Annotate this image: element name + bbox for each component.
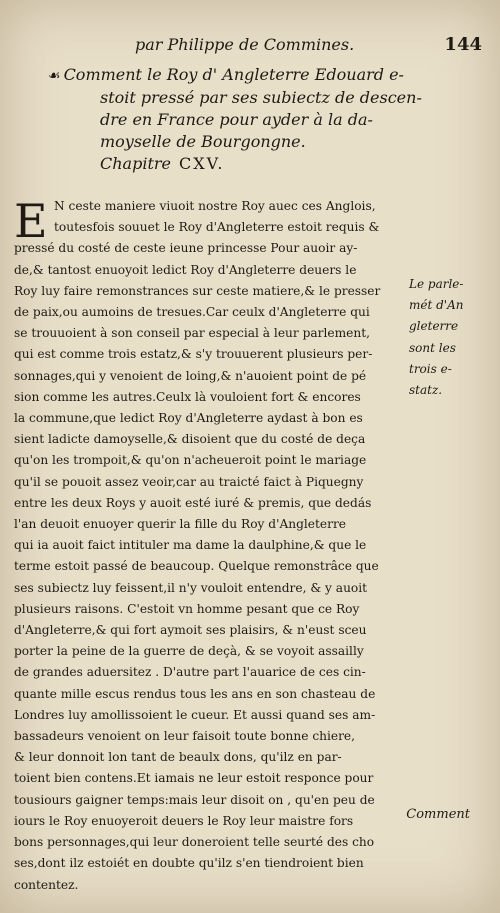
marginal-note-line: sont les (409, 340, 456, 355)
chapter-title-line: moyselle de Bourgongne. (100, 132, 306, 151)
text-line: de grandes aduersitez . D'autre part l'auarice de ces cin- (14, 665, 366, 680)
text-line: toutesfois souuet le Roy d'Angleterre estoit requis & (54, 220, 380, 235)
marginal-note-line: statz. (409, 383, 443, 398)
text-line: de,& tantost enuoyoit ledict Roy d'Angleterre deuers le (14, 262, 357, 277)
text-line: quante mille escus rendus tous les ans en son chasteau de (14, 686, 376, 701)
text-line: N ceste maniere viuoit nostre Roy auec ces Anglois, (54, 199, 376, 213)
text-line: qu'on les trompoit,& qu'on n'acheueroit point le mariage (14, 453, 367, 468)
marginal-note-line: gleterre (409, 319, 459, 334)
text-line: Roy luy faire remonstrances sur ceste matiere,& le presser (14, 283, 381, 298)
text-line: contentez. (14, 877, 79, 892)
text-line: & leur donnoit lon tant de beaulx dons, qu'ilz en par- (14, 750, 342, 765)
text-line: d'Angleterre,& qui fort aymoit ses plaisirs, & n'eust sceu (14, 623, 367, 638)
text-line: terme estoit passé de beaucoup. Quelque remonstrâce que (14, 559, 379, 574)
text-line: l'an deuoit enuoyer querir la fille du Roy d'Angleterre (14, 517, 346, 532)
chapter-title-line: ☙ Comment le Roy d' Angleterre Edouard e- (48, 65, 404, 84)
text-line: entre les deux Roys y auoit esté iuré & premis, que dedás (14, 495, 372, 510)
chapter-title-line: dre en France pour ayder à la da- (100, 110, 373, 129)
text-line: sient ladicte damoyselle,& disoient que du costé de deça (14, 432, 366, 447)
page-header (135, 34, 482, 58)
text-line: qui ia auoit faict intituler ma dame la daulphine,& que le (14, 538, 367, 553)
chapter-title-line: stoit pressé par ses subiectz de descen- (100, 88, 422, 107)
text-line: pressé du costé de ceste ieune princesse Pour auoir ay- (14, 241, 358, 256)
text-line: toient bien contens.Et iamais ne leur estoit responce pour (14, 771, 374, 786)
page-number: 144 (444, 34, 482, 55)
text-line: bassadeurs venoient on leur faisoit toute bonne chiere, (14, 729, 356, 744)
text-line: de paix,ou aumoins de tresues.Car ceulx d'Angleterre qui (14, 305, 370, 320)
marginal-note-line: mét d'An (409, 298, 464, 313)
text-line: bons personnages,qui leur doneroient telle seurté des cho (14, 835, 375, 850)
drop-capital: E (14, 194, 48, 248)
text-line: qu'il se pouoit assez veoir,car au traicté faict à Piquegny (14, 474, 364, 489)
text-line: Londres luy amollissoient le cueur. Et aussi quand ses am- (14, 707, 376, 722)
body-text (14, 196, 409, 896)
chapter-heading (48, 64, 422, 175)
text-line: sion comme les autres.Ceulx là vouloient fort & encores (14, 389, 361, 404)
running-head: par Philippe de Commines. (135, 35, 355, 54)
chapitre-number: CXV. (179, 154, 225, 173)
catchword: Comment (406, 807, 470, 822)
text-line: plusieurs raisons. C'estoit vn homme pesant que ce Roy (14, 601, 360, 616)
marginal-note-line: trois e- (409, 361, 452, 376)
marginal-note (409, 274, 494, 401)
text-line: sonnages,qui y venoient de loing,& n'auoient point de pé (14, 368, 367, 383)
text-line: iours le Roy enuoyeroit deuers le Roy leur maistre fors (14, 813, 354, 828)
fleuron-icon: ☙ (48, 68, 61, 84)
text-line: ses subiectz luy feissent,il n'y vouloit entendre, & y auoit (14, 580, 368, 595)
marginal-note-line: Le parle- (409, 277, 464, 291)
text-line: porter la peine de la guerre de deçà, & se voyoit assailly (14, 644, 364, 659)
text-line: se trouuoient à son conseil par especial à leur parlement, (14, 326, 370, 341)
text-line: tousiours gaigner temps:mais leur disoit on , qu'en peu de (14, 792, 375, 807)
chapitre-label: Chapitre (100, 154, 171, 173)
text-line: ses,dont ilz estoiét en doubte qu'ilz s'en tiendroient bien (14, 856, 364, 871)
text-line: la commune,que ledict Roy d'Angleterre aydast à bon es (14, 411, 363, 426)
chapter-number-line (48, 153, 398, 175)
text-line: qui est comme trois estatz,& s'y trouuerent plusieurs per- (14, 347, 373, 362)
